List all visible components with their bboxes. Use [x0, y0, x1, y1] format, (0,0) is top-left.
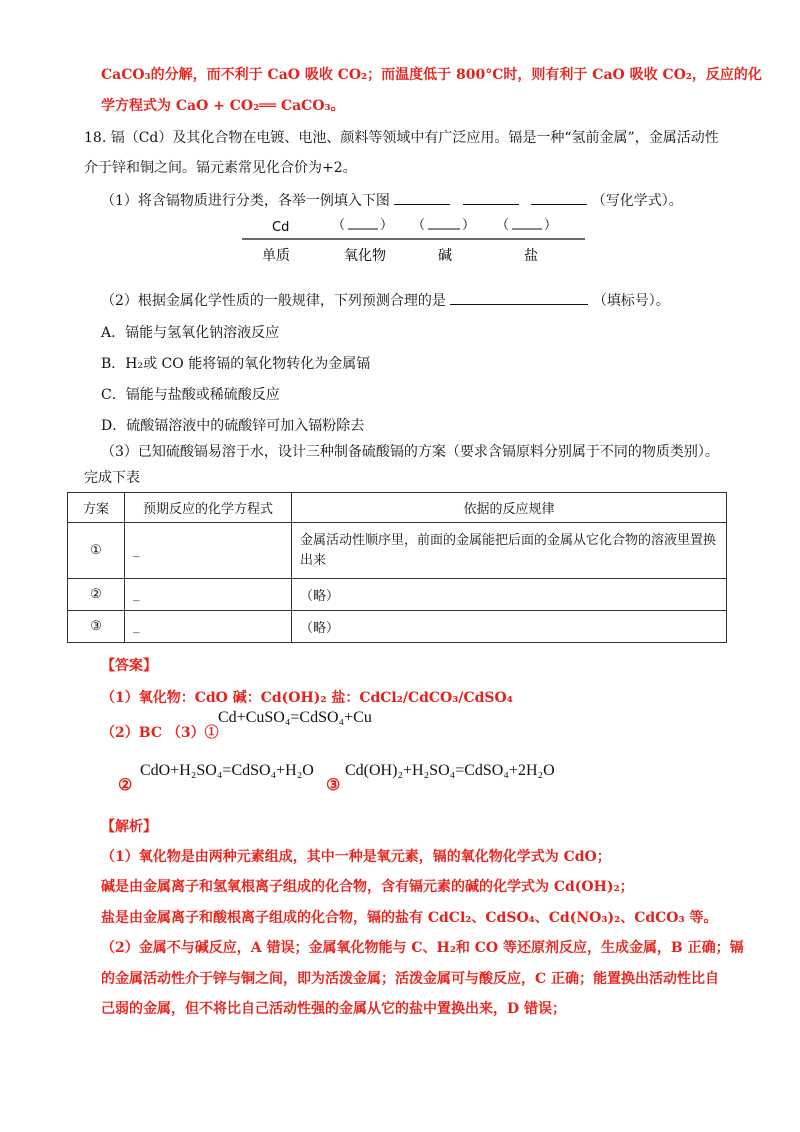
- part2-suffix: （填标号）。: [592, 293, 670, 309]
- equation-1: Cd+CuSO₄=CdSO₄+Cu: [218, 709, 372, 726]
- row-rule: （略）: [292, 611, 727, 643]
- question-intro-1: [84, 127, 719, 147]
- answer-blank[interactable]: [463, 203, 519, 205]
- top-line-2: 学方程式为 CaO + CO₂══ CaCO₃。: [101, 98, 345, 114]
- analysis-line: 己弱的金属，但不将比自己活动性强的金属从它的盐中置换出来，D 错误；: [101, 1001, 567, 1017]
- paren-group-salt: [496, 218, 557, 233]
- analysis-line: （2）金属不与碱反应，A 错误；金属氧化物能与 C、H₂和 CO 等还原剂反应，生成金属，B 正确；镉: [101, 940, 744, 956]
- classification-diagram: [240, 215, 590, 265]
- svg-text:（: （: [412, 218, 426, 233]
- question-intro-2: 介于锌和铜之间。镉元素常见化合价为+2。: [84, 160, 357, 176]
- analysis-line: （1）氧化物是由两种元素组成，其中一种是氧元素，镉的氧化物化学式为 CdO；: [101, 849, 611, 865]
- part1-suffix: （写化学式）。: [591, 193, 683, 209]
- option-a: A．镉能与氢氧化钠溶液反应: [101, 325, 280, 341]
- answer-blank[interactable]: [394, 203, 450, 205]
- row-rule: （略）: [292, 579, 727, 611]
- svg-text:）: ）: [462, 218, 476, 233]
- answer-blank[interactable]: [450, 303, 588, 305]
- label-element: 单质: [262, 248, 290, 264]
- row-id: ③: [68, 611, 125, 643]
- paren-group-base: [412, 218, 475, 233]
- part1-prefix: （1）将含镉物质进行分类，各举一例填入下图: [101, 193, 390, 209]
- solution-table: [67, 492, 727, 643]
- row-equation[interactable]: _: [125, 611, 292, 643]
- part2-prompt: [101, 290, 670, 310]
- table-row: [68, 523, 727, 579]
- label-salt: 盐: [524, 248, 538, 264]
- row-equation[interactable]: _: [125, 579, 292, 611]
- answer-title: 【答案】: [101, 658, 157, 674]
- row-id: ①: [68, 523, 125, 579]
- option-c: C．镉能与盐酸或稀硫酸反应: [101, 387, 280, 403]
- mark-3: ③: [326, 775, 341, 794]
- part3-table-caption: 完成下表: [84, 470, 140, 486]
- top-line-1: CaCO₃的分解，而不利于 CaO 吸收 CO₂；而温度低于 800°C时，则有利于 CaO 吸收 CO₂，反应的化: [101, 67, 762, 83]
- table-row: [68, 611, 727, 643]
- answer-line-2: （2）BC （3）①: [101, 725, 219, 741]
- svg-text:）: ）: [380, 218, 394, 233]
- paren-group-oxide: [332, 218, 393, 233]
- question-number: 18.: [84, 130, 107, 146]
- option-d: D．硫酸镉溶液中的硫酸锌可加入镉粉除去: [101, 418, 365, 434]
- analysis-line: 盐是由金属离子和酸根离子组成的化合物，镉的盐有 CdCl₂、CdSO₄、Cd(NO₃)₂、CdCO₃ 等。: [101, 910, 718, 926]
- svg-text:（: （: [496, 218, 510, 233]
- equation-3: Cd(OH)₂+H₂SO₄=CdSO₄+2H₂O: [345, 762, 555, 779]
- answer-line-1: （1）氧化物：CdO 碱：Cd(OH)₂ 盐：CdCl₂/CdCO₃/CdSO₄: [101, 690, 513, 706]
- row-id: ②: [68, 579, 125, 611]
- analysis-line: 碱是由金属离子和氢氧根离子组成的化合物，含有镉元素的碱的化学式为 Cd(OH)₂；: [101, 879, 634, 895]
- header-rule: 依据的反应规律: [292, 493, 727, 523]
- row-equation[interactable]: _: [125, 523, 292, 579]
- part3-prompt: （3）已知硫酸镉易溶于水，设计三种制备硫酸镉的方案（要求含镉原料分别属于不同的物质类别）。: [101, 444, 719, 460]
- label-oxide: 氧化物: [344, 248, 386, 264]
- question-intro-text: 镉（Cd）及其化合物在电镀、电池、颜料等领域中有广泛应用。镉是一种“氢前金属”，金属活动性: [110, 130, 719, 146]
- header-scheme: 方案: [68, 493, 125, 523]
- label-base: 碱: [438, 248, 452, 264]
- table-header-row: [68, 493, 727, 523]
- option-b: B．H₂或 CO 能将镉的氧化物转化为金属镉: [101, 356, 371, 372]
- cd-label: Cd: [272, 220, 290, 235]
- part2-prefix: （2）根据金属化学性质的一般规律，下列预测合理的是: [101, 293, 446, 309]
- analysis-line: 的金属活动性介于锌与铜之间，即为活泼金属；活泼金属可与酸反应，C 正确；能置换出活动性比自: [101, 971, 720, 987]
- equation-2: CdO+H₂SO₄=CdSO₄+H₂O: [140, 762, 314, 779]
- analysis-title: 【解析】: [101, 819, 157, 835]
- mark-2: ②: [118, 775, 133, 794]
- row-rule: 金属活动性顺序里，前面的金属能把后面的金属从它化合物的溶液里置换出来: [292, 523, 727, 579]
- answer-blank[interactable]: [531, 203, 587, 205]
- header-equation: 预期反应的化学方程式: [125, 493, 292, 523]
- table-row: [68, 579, 727, 611]
- part1-prompt: [101, 190, 683, 210]
- svg-text:（: （: [332, 218, 346, 233]
- svg-text:）: ）: [544, 218, 558, 233]
